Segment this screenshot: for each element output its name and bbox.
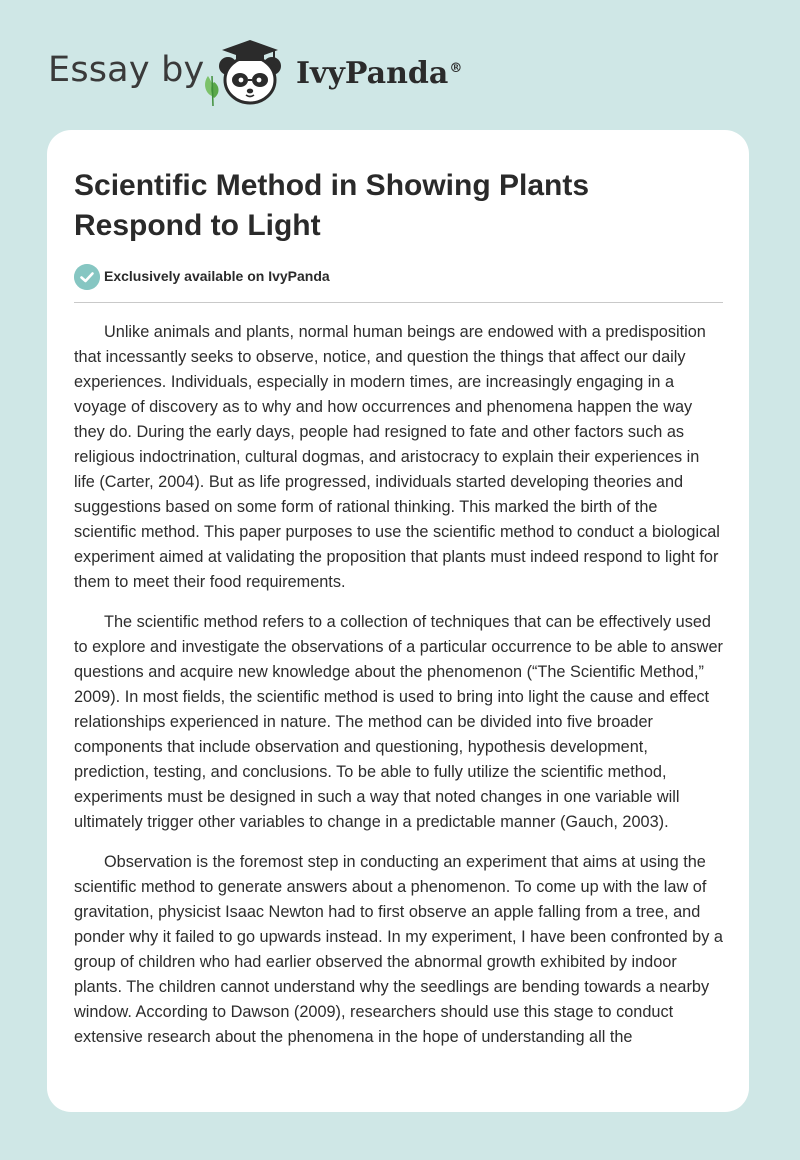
essay-card bbox=[47, 130, 749, 1112]
check-icon bbox=[74, 264, 100, 290]
brand-name: IvyPanda® bbox=[296, 56, 463, 91]
essay-title: Scientific Method in Showing Plants Respond to Light bbox=[74, 169, 590, 242]
paragraph: Observation is the foremost step in conducting an experiment that aims at using the scientific method to generate answers about a phenomenon. To come up with the law of gravitation, physicist Isaac Newton had to first observe an apple falling from a tree, and ponder why it failed to go upwards instead. In my experiment, I have been confronted by a group of children who had earlier observed the abnormal growth exhibited by indoor plants. The children cannot understand why the seedlings are bending towards a nearby window. According to Dawson (2009), researchers should use this stage to conduct extensive research about the phenomena in the hope of understanding all the bbox=[74, 853, 723, 1046]
paragraph: The scientific method refers to a collection of techniques that can be effectively used to explore and investigate the observations of a particular occurrence to be able to answer questions and acquire new knowledge about the phenomenon (“The Scientific Method,” 2009). In most fields, the scientific method is used to bring into light the cause and effect relationships experienced in nature. The method can be divided into five broader components that include observation and questioning, hypothesis development, prediction, testing, and conclusions. To be able to fully utilize the scientific method, experiments must be designed in such a way that noted changes in one variable will ultimately trigger other variables to change in a predictable manner (Gauch, 2003). bbox=[74, 613, 723, 831]
registered-mark: ® bbox=[449, 61, 463, 76]
leaf-icon bbox=[205, 76, 218, 106]
essay-body bbox=[74, 320, 724, 1065]
essay-by-label: Essay by bbox=[48, 50, 205, 90]
divider bbox=[74, 302, 723, 303]
badge-text: Exclusively available on IvyPanda bbox=[104, 268, 330, 284]
panda-logo-icon bbox=[200, 36, 290, 108]
site-header bbox=[48, 36, 508, 108]
paragraph: Unlike animals and plants, normal human beings are endowed with a predisposition that incessantly seeks to observe, notice, and question the things that affect our daily experiences. Individuals, especially in modern times, are increasingly engaging in a voyage of discovery as to why and how occurrences and phenomena happen the way they do. During the early days, people had resigned to fate and other factors such as religious indoctrination, cultural dogmas, and aristocracy to explain their experiences in life (Carter, 2004). But as life progressed, individuals started developing theories and suggestions based on some form of rational thinking. This marked the birth of the scientific method. This paper purposes to use the scientific method to conduct a biological experiment aimed at validating the proposition that plants must indeed respond to light for them to meet their food requirements. bbox=[74, 323, 720, 591]
